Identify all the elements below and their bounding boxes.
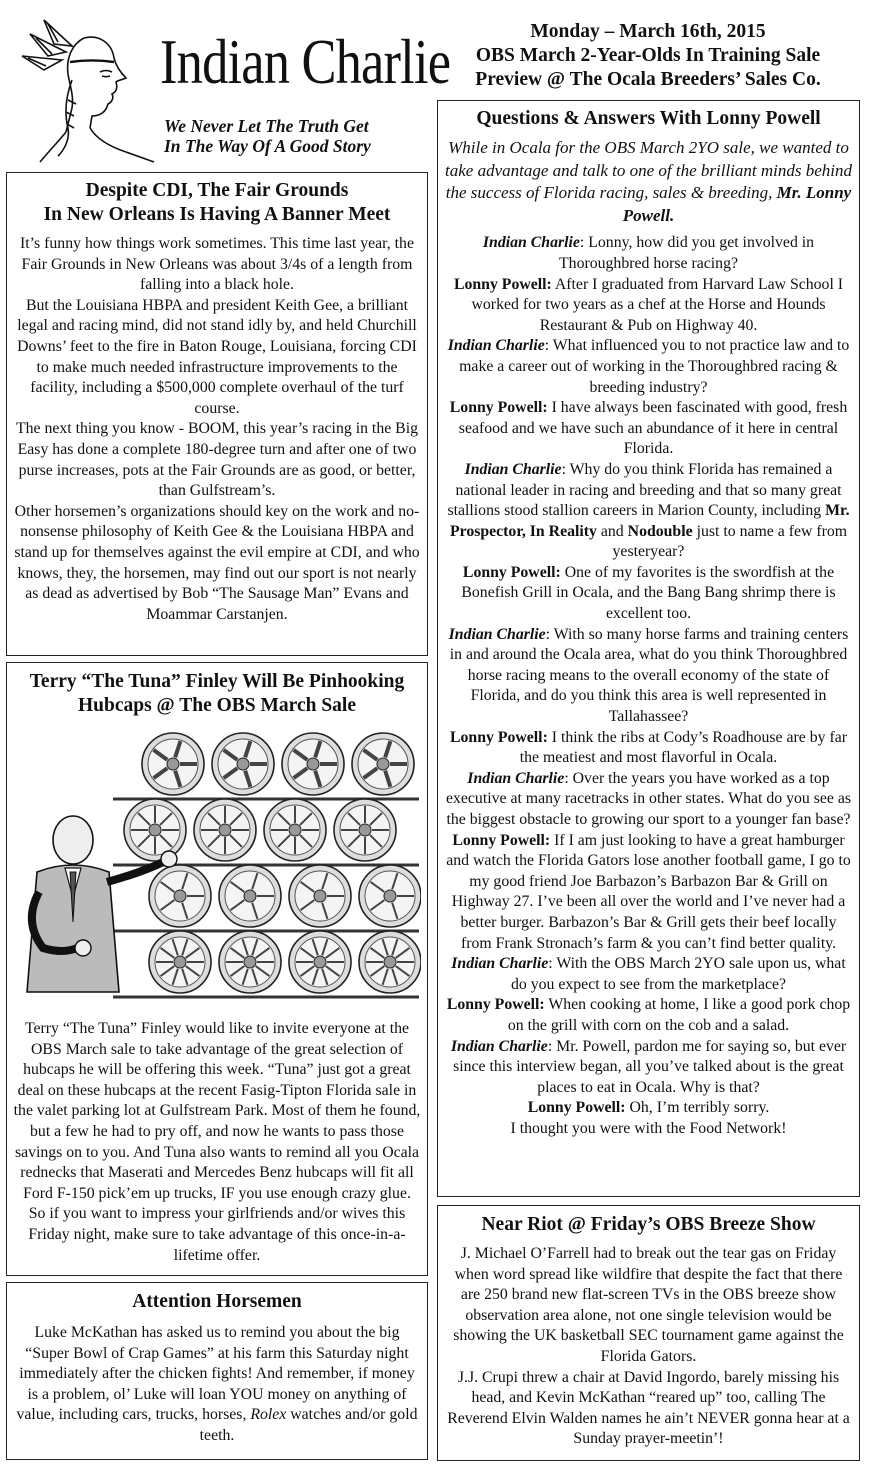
riot-story-title: Near Riot @ Friday’s OBS Breeze Show [481, 1214, 816, 1235]
hubcap-center [167, 758, 179, 770]
masthead-tagline [164, 116, 371, 156]
horsemen-story-box [6, 1282, 428, 1460]
hubcap-center [174, 890, 186, 902]
hubcap-center [314, 890, 326, 902]
hubcap-center [359, 824, 371, 836]
tuna-title-line-1: Terry “The Tuna” Finley Will Be Pinhooking [29, 671, 405, 692]
qa-answer: Lonny Powell: I think the ribs at Cody’s Roadhouse are by far the meatiest and most flavorful in Ocala. [449, 728, 848, 767]
tagline-line-2: In The Way Of A Good Story [164, 136, 371, 156]
hubcap-center [314, 956, 326, 968]
cdi-paragraph: But the Louisiana HBPA and president Keith Gee, a brilliant legal and racing mind, did not stand idly by, and held Churchill Downs’ feet to the fire in Baton Rouge, Louisiana, forcing CDI to make much needed infrastructure improvements to the facility, including a $500,000 complete overhaul of the turf course. [17, 296, 417, 417]
hubcap-center [244, 956, 256, 968]
tuna-title-line-2: Hubcaps @ The OBS March Sale [77, 695, 356, 716]
masthead [6, 8, 451, 166]
riot-paragraph: J.J. Crupi threw a chair at David Ingordo, barely missing his head, and Kevin McKathan “reared up” too, calling The Reverend Elvin Walden names he ain’t NEVER gonna hear at a Sunday prayer-meetin’! [447, 1368, 850, 1448]
indian-head-illustration [14, 16, 164, 164]
hubcap-center [384, 890, 396, 902]
tagline-line-1: We Never Let The Truth Get [164, 116, 369, 136]
masthead-title: Indian Charlie [160, 26, 451, 97]
hubcap-center [149, 824, 161, 836]
tuna-story-box [6, 662, 428, 1276]
cdi-story-box [6, 172, 428, 656]
hubcap-center [377, 758, 389, 770]
qa-question: Indian Charlie: Over the years you have worked as a top executive at many racetracks in other states. What do you see as the biggest obstacle to growing our sport to a younger fan base? [445, 769, 851, 828]
hubcap-center [307, 758, 319, 770]
qa-intro: While in Ocala for the OBS March 2YO sale, we wanted to take advantage and talk to one of the brilliant minds behind the success of Florida racing, sales & breeding, Mr. Lonny Powell. [445, 138, 852, 225]
hubcap-center [237, 758, 249, 770]
hubcap-center [384, 956, 396, 968]
riot-paragraph: J. Michael O’Farrell had to break out the tear gas on Friday when word spread like wildfire that despite the fact that there are 250 brand new flat-screen TVs in the OBS breeze show observation area alone, not one single television would be showing the UK basketball SEC tournament game against the Florida Gators. [453, 1245, 844, 1365]
man-hand [161, 851, 177, 867]
cdi-paragraph: It’s funny how things work sometimes. This time last year, the Fair Grounds in New Orleans was about 3/4s of a length from falling into a black hole. [20, 235, 414, 294]
qa-answer: Lonny Powell: If I am just looking to have a great hamburger and watch the Florida Gators lose another football game, I go to my good friend Joe Barbazon’s Barbazon Bar & Grill on Highway 27. I’ve been all over the world and I’ve never had a better burger. Barbazon’s Bar & Grill gets their beef locally from Frank Stronach’s farm & you can’t find better quality. [446, 831, 851, 952]
qa-answer: Lonny Powell: One of my favorites is the swordfish at the Bonefish Grill in Ocala, and the Bang Bang shrimp there is excellent too. [461, 563, 836, 623]
hubcap-center [174, 956, 186, 968]
hubcap-rack-illustration [13, 722, 421, 1004]
qa-question: Indian Charlie: With the OBS March 2YO sale upon us, what do you expect to see from the marketplace? [451, 955, 846, 993]
tuna-story-title [13, 670, 421, 718]
dateline-sale: OBS March 2-Year-Olds In Training Sale [475, 45, 821, 66]
qa-answer: Lonny Powell: When cooking at home, I like a good pork chop on the grill with corn on the cob and a salad. [446, 996, 851, 1034]
hubcap-center [244, 890, 256, 902]
cdi-title-line-1: Despite CDI, The Fair Grounds [85, 180, 349, 201]
cdi-story-title [13, 179, 421, 227]
dateline-date: Monday – March 16th, 2015 [530, 21, 766, 42]
qa-question: Indian Charlie: What influenced you to not practice law and to make a career out of working in the Thoroughbred racing & breeding industry? [447, 337, 850, 396]
cdi-title-line-2: In New Orleans Is Having A Banner Meet [43, 204, 391, 225]
horsemen-story-body: Luke McKathan has asked us to remind you about the big “Super Bowl of Crap Games” at his farm this Saturday night immediately after the chicken fights! And remember, if money is a problem, ol’ Luke will loan YOU money on anything of value, including cars, trucks, horses, Rolex watches and/or gold teeth. [16, 1324, 418, 1444]
man-hand [75, 940, 91, 956]
qa-question: Indian Charlie: Mr. Powell, pardon me for saying so, but ever since this interview began, all you’ve talked about is the great places to eat in Ocala. Why is that? [450, 1037, 847, 1096]
dateline-preview: Preview @ The Ocala Breeders’ Sales Co. [475, 69, 821, 90]
qa-answer-continued: I thought you were with the Food Network! [510, 1119, 787, 1137]
qa-story-box [437, 100, 860, 1197]
hubcap-center [219, 824, 231, 836]
hubcap-center [289, 824, 301, 836]
riot-story-box [437, 1205, 860, 1461]
qa-question: Indian Charlie: Why do you think Florida has remained a national leader in racing and breeding and that so many great stallions stood stallion careers in Marion County, including Mr. Prospector, In Reality and Nodouble just to name a few from yesteryear? [447, 460, 850, 561]
man-head [53, 816, 93, 864]
dateline [436, 20, 860, 92]
qa-answer: Lonny Powell: I have always been fascinated with good, fresh seafood and we have such an abundance of it here in central Florida. [449, 399, 848, 458]
horsemen-story-title: Attention Horsemen [132, 1291, 302, 1312]
cdi-paragraph: The next thing you know - BOOM, this year’s racing in the Big Easy has done a complete 180-degree turn and after one of two purse increases, pots at the Fair Grounds are as good, or better, than Gulfstream’s. [15, 420, 419, 500]
qa-question: Indian Charlie: Lonny, how did you get involved in Thoroughbred horse racing? [482, 234, 815, 272]
tuna-story-body: Terry “The Tuna” Finley would like to invite everyone at the OBS March sale to take advantage of the great selection of hubcaps he will be offering this week. “Tuna” just got a great deal on these hubcaps at the recent Fasig-Tipton Florida sale in the valet parking lot at Gulfstream Park. Most of them he found, but a few he had to pry off, and now he wants to pass those savings on to you. And Tuna also wants to remind all you Ocala rednecks that Maserati and Mercedes Benz hubcaps will fit all Ford F-150 pick’em up trucks, IF you use enough crazy glue. So if you want to impress your girlfriends and/or wives this Friday night, make sure to take advantage of this once-in-a-lifetime offer. [13, 1020, 421, 1264]
qa-answer: Lonny Powell: Oh, I’m terribly sorry. [527, 1099, 770, 1117]
qa-story-title: Questions & Answers With Lonny Powell [476, 108, 821, 129]
qa-question: Indian Charlie: With so many horse farms and training centers in and around the Ocala area, what do you think Thoroughbred horse racing means to the overall economy of the state of Florida, and do you think this area is well represented in Tallahassee? [448, 625, 849, 726]
qa-answer: Lonny Powell: After I graduated from Harvard Law School I worked for two years as a chef at the Horse and Hounds Restaurant & Pub on Highway 40. [453, 275, 844, 334]
cdi-paragraph: Other horsemen’s organizations should key on the work and no-nonsense philosophy of Keith Gee & the Louisiana HBPA and stand up for themselves against the evil empire at CDI, and who knows, they, the horsemen, may find out our sport is not nearly as dead as advertised by Bob “The Sausage Man” Evans and Moammar Carstanjen. [14, 502, 420, 623]
